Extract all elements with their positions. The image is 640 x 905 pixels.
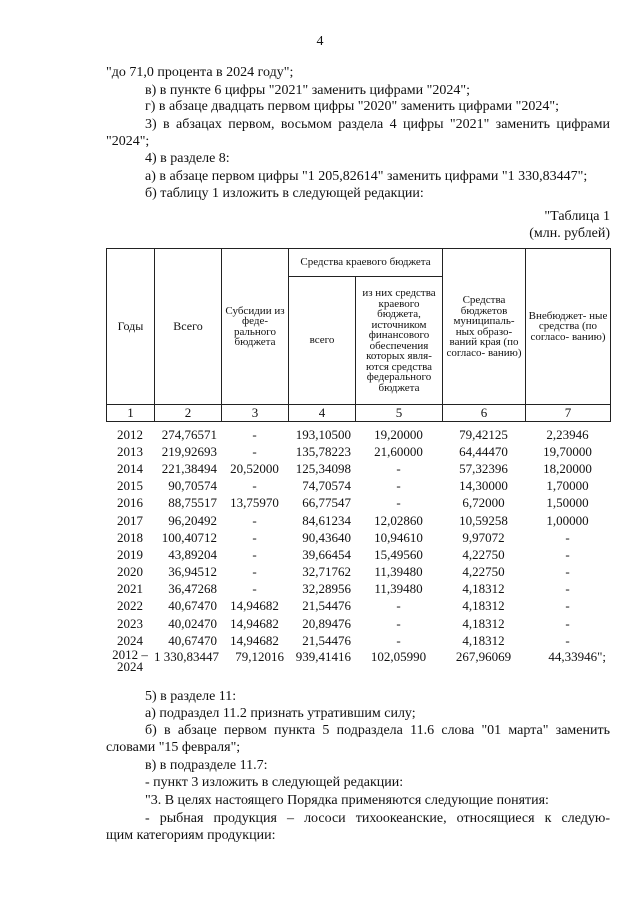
row-total: 36,47268 [168,581,217,597]
row-federal: - [252,478,257,494]
row-total: 40,67470 [168,632,217,648]
row-extra: - [565,529,570,545]
paragraph-line: "2024"; [106,134,150,149]
paragraph-line: 4) в разделе 8: [145,151,230,166]
column-number: 7 [526,405,611,422]
table-row [106,546,610,563]
row-regional: 193,10500 [295,426,351,442]
table-row [106,512,610,529]
row-federal: - [252,426,257,442]
row-year: 2024 [117,632,143,648]
header-total: Всего [155,249,222,405]
row-federal: - [252,443,257,459]
table-row [106,581,610,598]
row-year: 2022 [117,598,143,614]
row-reg-fed: 11,39480 [374,564,423,580]
paragraph-line: "до 71,0 процента в 2024 году"; [106,65,294,80]
column-number: 2 [155,405,222,422]
row-municipal: 79,42125 [459,426,508,442]
total-year-start: 2012 – [112,647,148,663]
paragraph-line: б) в абзаце первом пункта 5 подраздела 11.6 слова "01 марта" заменить [145,723,610,738]
total-row-federal: 79,12016 [235,649,284,665]
total-row-regional: 939,41416 [295,649,351,665]
row-year: 2018 [117,529,143,545]
total-row-municipal: 267,96069 [455,649,512,665]
row-year: 2015 [117,478,143,494]
column-number: 5 [356,405,443,422]
row-reg-fed: 19,20000 [374,426,423,442]
row-regional: 32,28956 [302,581,351,597]
column-number: 3 [222,405,289,422]
row-federal: 14,94682 [230,632,279,648]
table-row [106,529,610,546]
row-total: 90,70574 [168,478,217,494]
row-reg-fed: - [396,478,401,494]
row-year: 2016 [117,495,143,511]
row-federal: 14,94682 [230,598,279,614]
row-extra: - [565,598,570,614]
table-row [106,632,610,649]
paragraph-line: "3. В целях настоящего Порядка применяются следующие понятия: [145,793,549,808]
row-year: 2019 [117,546,143,562]
row-year: 2013 [117,443,143,459]
paragraph-line: щим категориям продукции: [106,828,276,843]
row-extra: - [565,546,570,562]
row-extra: 1,70000 [546,478,589,494]
row-extra: 2,23946 [546,426,589,442]
row-reg-fed: 10,94610 [374,529,423,545]
row-regional: 90,43640 [302,529,351,545]
header-federal: Субсидии из феде- рального бюджета [222,249,289,405]
row-federal: - [252,581,257,597]
table-caption [529,208,610,242]
row-regional: 66,77547 [302,495,351,511]
header-years: Годы [107,249,155,405]
row-extra: 1,50000 [546,495,589,511]
paragraph-line: 5) в разделе 11: [145,689,237,704]
row-regional: 39,66454 [302,546,351,562]
row-federal: 13,75970 [230,495,279,511]
paragraph-line: в) в пункте 6 цифры "2021" заменить цифрами "2024"; [145,83,470,98]
row-total: 43,89204 [168,546,217,562]
row-extra: 19,70000 [543,443,592,459]
table-row [106,460,610,477]
table-row [106,495,610,512]
total-row-total: 1 330,83447 [154,649,219,665]
header-regional-total: всего [289,277,356,405]
row-regional: 20,89476 [302,615,351,631]
paragraph-line: б) таблицу 1 изложить в следующей редакции: [145,186,424,201]
row-reg-fed: - [396,615,401,631]
paragraph-line: г) в абзаце двадцать первом цифры "2020" заменить цифрами "2024"; [145,99,559,114]
row-year: 2021 [117,581,143,597]
row-extra: 1,00000 [546,512,589,528]
row-regional: 84,61234 [302,512,351,528]
header-municipal: Средства бюджетов муниципаль- ных образо- ваний края (по согласо- ванию) [443,249,526,405]
paragraph-line: в) в подразделе 11.7: [145,758,268,773]
row-reg-fed: - [396,495,401,511]
row-total: 100,40712 [161,529,217,545]
row-reg-fed: - [396,598,401,614]
row-federal: 14,94682 [230,615,279,631]
header-regional-federal: из них средства краевого бюджета, источником финансового обеспечения которых явля- ются средства федерального бюджета [356,277,443,405]
row-year: 2023 [117,615,143,631]
total-row-extra: 44,33946"; [548,649,606,665]
row-municipal: 6,72000 [462,495,505,511]
column-number: 4 [289,405,356,422]
row-regional: 125,34098 [295,460,351,476]
row-total: 274,76571 [161,426,217,442]
row-regional: 74,70574 [302,478,351,494]
total-row-year [106,649,154,673]
row-reg-fed: - [396,460,401,476]
row-total: 40,67470 [168,598,217,614]
row-total: 221,38494 [161,460,217,476]
row-municipal: 4,18312 [462,632,505,648]
row-total: 88,75517 [168,495,217,511]
row-federal: - [252,564,257,580]
row-federal: - [252,529,257,545]
paragraph-line: а) подраздел 11.2 признать утратившим силу; [145,706,416,721]
table-row [106,478,610,495]
row-municipal: 4,18312 [462,581,505,597]
table-header [106,248,611,422]
row-year: 2012 [117,426,143,442]
row-municipal: 4,18312 [462,598,505,614]
header-extrabudget: Внебюджет- ные средства (по согласо- ванию) [526,249,611,405]
total-row-reg-fed: 102,05990 [370,649,427,665]
row-regional: 21,54476 [302,598,351,614]
table-title: "Таблица 1 [544,209,610,224]
header-regional-group: Средства краевого бюджета [289,249,443,277]
table-units: (млн. рублей) [529,226,610,241]
row-municipal: 4,22750 [462,546,505,562]
row-federal: - [252,546,257,562]
row-reg-fed: 21,60000 [374,443,423,459]
row-municipal: 57,32396 [459,460,508,476]
column-number: 1 [107,405,155,422]
row-municipal: 9,97072 [462,529,505,545]
column-number: 6 [443,405,526,422]
row-regional: 32,71762 [302,564,351,580]
row-total: 40,02470 [168,615,217,631]
paragraph-line: - рыбная продукция – лососи тихоокеанские, относящиеся к следую- [145,811,610,826]
row-reg-fed: 11,39480 [374,581,423,597]
table-row [106,598,610,615]
row-reg-fed: - [396,632,401,648]
row-municipal: 10,59258 [459,512,508,528]
table-row [106,443,610,460]
row-federal: 20,52000 [230,460,279,476]
row-reg-fed: 12,02860 [374,512,423,528]
row-extra: - [565,564,570,580]
page-number: 4 [316,34,324,49]
row-regional: 135,78223 [295,443,351,459]
row-year: 2017 [117,512,143,528]
row-municipal: 4,18312 [462,615,505,631]
row-municipal: 4,22750 [462,564,505,580]
row-reg-fed: 15,49560 [374,546,423,562]
row-total: 96,20492 [168,512,217,528]
table-row [106,564,610,581]
row-total: 219,92693 [161,443,217,459]
table-row [106,426,610,443]
paragraph-line: а) в абзаце первом цифры "1 205,82614" заменить цифрами "1 330,83447"; [145,169,588,184]
row-extra: 18,20000 [543,460,592,476]
row-year: 2014 [117,460,143,476]
paragraph-line: 3) в абзацах первом, восьмом раздела 4 цифры "2021" заменить цифрами [145,117,610,132]
paragraph-line: словами "15 февраля"; [106,740,241,755]
paragraph-line: - пункт 3 изложить в следующей редакции: [145,775,404,790]
total-year-end: 2024 [117,659,143,675]
row-regional: 21,54476 [302,632,351,648]
row-municipal: 14,30000 [459,478,508,494]
row-total: 36,94512 [168,564,217,580]
row-extra: - [565,632,570,648]
row-extra: - [565,615,570,631]
row-federal: - [252,512,257,528]
table-row [106,615,610,632]
row-year: 2020 [117,564,143,580]
row-municipal: 64,44470 [459,443,508,459]
row-extra: - [565,581,570,597]
table-body [106,426,610,673]
